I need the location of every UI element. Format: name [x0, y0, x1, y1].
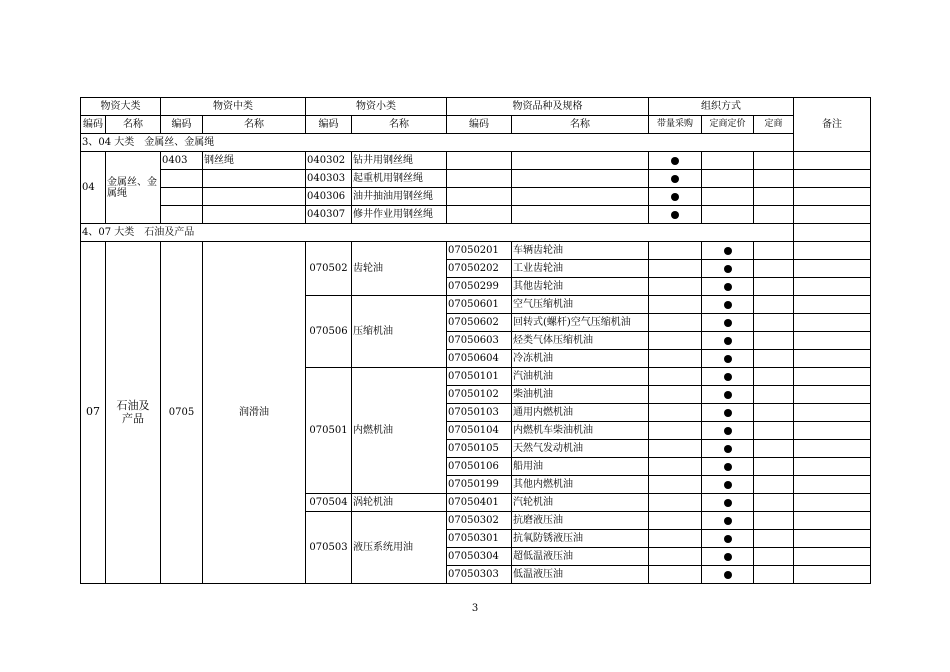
- section4-row-fixed-supplier-price-cell: [702, 278, 754, 296]
- section4-row-fixed-supplier-cell: [754, 332, 794, 350]
- section4-row-fixed-supplier-price-cell: [702, 440, 754, 458]
- section4-row-fixed-supplier-cell: [754, 350, 794, 368]
- header-major: 物资大类: [81, 98, 161, 116]
- filled-circle-icon: [724, 319, 732, 327]
- variety-code: 07050604: [447, 350, 512, 368]
- variety-name-empty: [512, 152, 649, 170]
- header-minor: 物资小类: [306, 98, 447, 116]
- section4-row-bundled-cell: [649, 458, 702, 476]
- filled-circle-icon: [724, 571, 732, 579]
- minor-name: 齿轮油: [352, 242, 447, 296]
- variety-code: 07050304: [447, 548, 512, 566]
- filled-circle-icon: [724, 463, 732, 471]
- section4-row-bundled-cell: [649, 332, 702, 350]
- variety-code: 07050101: [447, 368, 512, 386]
- section4-row-fixed-supplier-price-cell: [702, 458, 754, 476]
- minor-name: 油井抽油用钢丝绳: [352, 188, 447, 206]
- variety-name: 超低温液压油: [512, 548, 649, 566]
- variety-code: 07050401: [447, 494, 512, 512]
- filled-circle-icon: [724, 247, 732, 255]
- section4-row-fixed-supplier-cell: [754, 368, 794, 386]
- major-name: [106, 242, 161, 584]
- remarks-cell: [794, 476, 871, 494]
- remarks-cell: [794, 278, 871, 296]
- filled-circle-icon: [724, 355, 732, 363]
- remarks-cell: [794, 440, 871, 458]
- variety-name: 回转式(螺杆)空气压缩机油: [512, 314, 649, 332]
- filled-circle-icon: [724, 265, 732, 273]
- variety-name: 内燃机车柴油机油: [512, 422, 649, 440]
- remarks-cell: [794, 296, 871, 314]
- variety-code: 07050104: [447, 422, 512, 440]
- section4-row-bundled-cell: [649, 386, 702, 404]
- section4-row-fixed-supplier-cell: [754, 404, 794, 422]
- remarks-cell: [794, 566, 871, 584]
- section4-row-fixed-supplier-price-cell: [702, 242, 754, 260]
- section4-row-bundled-cell: [649, 512, 702, 530]
- section3-row-bundled-cell: [649, 188, 702, 206]
- minor-code: 070504: [306, 494, 352, 512]
- section4-row-bundled-cell: [649, 242, 702, 260]
- variety-name: 抗磨液压油: [512, 512, 649, 530]
- minor-code: 070501: [306, 368, 352, 494]
- variety-name: 冷冻机油: [512, 350, 649, 368]
- section4-row-fixed-supplier-cell: [754, 512, 794, 530]
- minor-name: 涡轮机油: [352, 494, 447, 512]
- remarks-cell: [794, 188, 871, 206]
- section4-row-bundled-cell: [649, 368, 702, 386]
- filled-circle-icon: [724, 481, 732, 489]
- variety-code: 07050199: [447, 476, 512, 494]
- major-name-line: 石油及: [116, 399, 150, 413]
- medium-code-empty: [161, 170, 203, 188]
- section4-row-fixed-supplier-price-cell: [702, 386, 754, 404]
- section4-row-fixed-supplier-price-cell: [702, 368, 754, 386]
- minor-name: 起重机用钢丝绳: [352, 170, 447, 188]
- section4-row-fixed-supplier-price-cell: [702, 422, 754, 440]
- variety-name: 烃类气体压缩机油: [512, 332, 649, 350]
- variety-name: 柴油机油: [512, 386, 649, 404]
- section4-row-fixed-supplier-price-cell: [702, 404, 754, 422]
- minor-code: 040307: [306, 206, 352, 224]
- variety-code: 07050201: [447, 242, 512, 260]
- filled-circle-icon: [724, 337, 732, 345]
- remarks-cell: [794, 350, 871, 368]
- material-catalog-table: [80, 97, 871, 584]
- section4-row-fixed-supplier-cell: [754, 260, 794, 278]
- minor-code: 040303: [306, 170, 352, 188]
- filled-circle-icon: [724, 517, 732, 525]
- section4-row-fixed-supplier-cell: [754, 440, 794, 458]
- section4-row-bundled-cell: [649, 548, 702, 566]
- header-variety-name: 名称: [512, 116, 649, 134]
- section4-row-bundled-cell: [649, 278, 702, 296]
- section4-row-bundled-cell: [649, 440, 702, 458]
- header-variety-code: 编码: [447, 116, 512, 134]
- section3-title: 3、04 大类 金属丝、金属绳: [81, 134, 794, 152]
- section4-row-bundled-cell: [649, 494, 702, 512]
- medium-name-empty: [203, 206, 306, 224]
- section3-row-fixed-supplier-price-cell: [702, 170, 754, 188]
- variety-name: 其他齿轮油: [512, 278, 649, 296]
- variety-code: 07050105: [447, 440, 512, 458]
- variety-name-empty: [512, 188, 649, 206]
- variety-code-empty: [447, 152, 512, 170]
- section4-row-bundled-cell: [649, 566, 702, 584]
- table-row: [81, 170, 871, 188]
- variety-code: 07050103: [447, 404, 512, 422]
- remarks-cell: [794, 332, 871, 350]
- medium-name: 钢丝绳: [203, 152, 306, 170]
- section4-row-bundled-cell: [649, 350, 702, 368]
- header-minor-name: 名称: [352, 116, 447, 134]
- header-minor-code: 编码: [306, 116, 352, 134]
- header-medium-code: 编码: [161, 116, 203, 134]
- section3-row-fixed-supplier-price-cell: [702, 206, 754, 224]
- section3-row-fixed-supplier-price-cell: [702, 152, 754, 170]
- filled-circle-icon: [724, 499, 732, 507]
- header-major-name: 名称: [106, 116, 161, 134]
- filled-circle-icon: [724, 283, 732, 291]
- variety-name: 空气压缩机油: [512, 296, 649, 314]
- remarks-cell: [794, 458, 871, 476]
- major-name-line: 产品: [122, 411, 144, 425]
- filled-circle-icon: [724, 373, 732, 381]
- variety-code: 07050302: [447, 512, 512, 530]
- section4-title-row: [81, 224, 871, 242]
- variety-name: 船用油: [512, 458, 649, 476]
- medium-code-empty: [161, 188, 203, 206]
- section4-row-bundled-cell: [649, 296, 702, 314]
- remarks-cell: [794, 206, 871, 224]
- remarks-cell: [794, 422, 871, 440]
- major-name-line: 金属丝、金: [107, 176, 157, 188]
- section4-row-fixed-supplier-price-cell: [702, 314, 754, 332]
- header-fixed-supplier: 定商: [754, 116, 794, 134]
- section4-row-bundled-cell: [649, 530, 702, 548]
- variety-code: 07050102: [447, 386, 512, 404]
- minor-name: 钻井用钢丝绳: [352, 152, 447, 170]
- section4-row-bundled-cell: [649, 404, 702, 422]
- remarks-cell: [794, 530, 871, 548]
- variety-name: 工业齿轮油: [512, 260, 649, 278]
- section4-row-fixed-supplier-cell: [754, 278, 794, 296]
- remarks-cell: [794, 368, 871, 386]
- variety-code: 07050303: [447, 566, 512, 584]
- section4-row-fixed-supplier-price-cell: [702, 530, 754, 548]
- section3-row-bundled-cell: [649, 170, 702, 188]
- section4-row-fixed-supplier-price-cell: [702, 296, 754, 314]
- filled-circle-icon: [724, 445, 732, 453]
- header-variety: 物资品种及规格: [447, 98, 649, 116]
- remarks-cell: [794, 386, 871, 404]
- section4-row-fixed-supplier-cell: [754, 242, 794, 260]
- section4-row-fixed-supplier-price-cell: [702, 476, 754, 494]
- table-row: [81, 152, 871, 170]
- variety-code: 07050601: [447, 296, 512, 314]
- filled-circle-icon: [724, 391, 732, 399]
- minor-code: 070503: [306, 512, 352, 584]
- major-name-line: 属绳: [107, 187, 127, 199]
- remarks-cell: [794, 548, 871, 566]
- variety-name-empty: [512, 206, 649, 224]
- major-code: 07: [81, 242, 106, 584]
- filled-circle-icon: [724, 553, 732, 561]
- section3-row-fixed-supplier-cell: [754, 188, 794, 206]
- medium-code: 0403: [161, 152, 203, 170]
- remarks-cell: [794, 224, 871, 242]
- section4-row-fixed-supplier-cell: [754, 296, 794, 314]
- section3-row-fixed-supplier-price-cell: [702, 188, 754, 206]
- minor-name: 内燃机油: [352, 368, 447, 494]
- variety-code: 07050602: [447, 314, 512, 332]
- medium-name: 润滑油: [203, 242, 306, 584]
- section4-row-bundled-cell: [649, 422, 702, 440]
- variety-name: 低温液压油: [512, 566, 649, 584]
- variety-name: 天然气发动机油: [512, 440, 649, 458]
- minor-name: 压缩机油: [352, 296, 447, 368]
- section4-row-fixed-supplier-cell: [754, 530, 794, 548]
- section4-row-fixed-supplier-cell: [754, 494, 794, 512]
- header-remarks: 备注: [794, 98, 871, 152]
- variety-name: 汽油机油: [512, 368, 649, 386]
- section3-row-fixed-supplier-cell: [754, 152, 794, 170]
- header-row-2: [81, 116, 871, 134]
- variety-name: 抗氧防锈液压油: [512, 530, 649, 548]
- section4-row-fixed-supplier-cell: [754, 566, 794, 584]
- filled-circle-icon: [724, 301, 732, 309]
- filled-circle-icon: [724, 535, 732, 543]
- section4-row-fixed-supplier-cell: [754, 548, 794, 566]
- section4-row-fixed-supplier-price-cell: [702, 548, 754, 566]
- variety-name-empty: [512, 170, 649, 188]
- section4-row-fixed-supplier-price-cell: [702, 566, 754, 584]
- variety-code: 07050202: [447, 260, 512, 278]
- filled-circle-icon: [724, 427, 732, 435]
- minor-code: 040306: [306, 188, 352, 206]
- variety-name: 车辆齿轮油: [512, 242, 649, 260]
- section3-row-fixed-supplier-cell: [754, 170, 794, 188]
- medium-code: 0705: [161, 242, 203, 584]
- section4-row-fixed-supplier-cell: [754, 458, 794, 476]
- remarks-cell: [794, 404, 871, 422]
- header-major-code: 编码: [81, 116, 106, 134]
- table-row: [81, 242, 871, 260]
- header-row-1: [81, 98, 871, 116]
- major-code: 04: [81, 152, 106, 224]
- remarks-cell: [794, 260, 871, 278]
- section4-row-fixed-supplier-price-cell: [702, 494, 754, 512]
- section4-row-fixed-supplier-cell: [754, 476, 794, 494]
- section3-row-fixed-supplier-cell: [754, 206, 794, 224]
- table-row: [81, 188, 871, 206]
- header-bundled: 带量采购: [649, 116, 702, 134]
- section3-row-bundled-cell: [649, 206, 702, 224]
- section3-row-bundled-cell: [649, 152, 702, 170]
- filled-circle-icon: [671, 211, 679, 219]
- filled-circle-icon: [671, 193, 679, 201]
- section4-title: 4、07 大类 石油及产品: [81, 224, 794, 242]
- variety-code: 07050603: [447, 332, 512, 350]
- section4-row-fixed-supplier-cell: [754, 314, 794, 332]
- medium-name-empty: [203, 170, 306, 188]
- variety-code-empty: [447, 170, 512, 188]
- minor-name: 液压系统用油: [352, 512, 447, 584]
- section4-row-bundled-cell: [649, 476, 702, 494]
- header-medium: 物资中类: [161, 98, 306, 116]
- variety-code: 07050106: [447, 458, 512, 476]
- table-row: [81, 206, 871, 224]
- section4-row-bundled-cell: [649, 260, 702, 278]
- filled-circle-icon: [724, 409, 732, 417]
- minor-code: 040302: [306, 152, 352, 170]
- section4-row-bundled-cell: [649, 314, 702, 332]
- variety-code: 07050299: [447, 278, 512, 296]
- remarks-cell: [794, 494, 871, 512]
- variety-code-empty: [447, 206, 512, 224]
- section4-row-fixed-supplier-cell: [754, 386, 794, 404]
- section3-title-row: [81, 134, 871, 152]
- remarks-cell: [794, 152, 871, 170]
- variety-name: 其他内燃机油: [512, 476, 649, 494]
- header-org-method: 组织方式: [649, 98, 794, 116]
- minor-name: 修井作业用钢丝绳: [352, 206, 447, 224]
- variety-name: 通用内燃机油: [512, 404, 649, 422]
- minor-code: 070506: [306, 296, 352, 368]
- remarks-cell: [794, 512, 871, 530]
- section4-row-fixed-supplier-price-cell: [702, 350, 754, 368]
- variety-code-empty: [447, 188, 512, 206]
- minor-code: 070502: [306, 242, 352, 296]
- section4-row-fixed-supplier-cell: [754, 422, 794, 440]
- medium-code-empty: [161, 206, 203, 224]
- variety-code: 07050301: [447, 530, 512, 548]
- remarks-cell: [794, 242, 871, 260]
- section4-row-fixed-supplier-price-cell: [702, 260, 754, 278]
- filled-circle-icon: [671, 157, 679, 165]
- section4-row-fixed-supplier-price-cell: [702, 332, 754, 350]
- header-medium-name: 名称: [203, 116, 306, 134]
- filled-circle-icon: [671, 175, 679, 183]
- header-fixed-supplier-price: 定商定价: [702, 116, 754, 134]
- medium-name-empty: [203, 188, 306, 206]
- page-number: 3: [471, 603, 479, 614]
- remarks-cell: [794, 314, 871, 332]
- major-name: [106, 152, 161, 224]
- section4-row-fixed-supplier-price-cell: [702, 512, 754, 530]
- variety-name: 汽轮机油: [512, 494, 649, 512]
- remarks-cell: [794, 170, 871, 188]
